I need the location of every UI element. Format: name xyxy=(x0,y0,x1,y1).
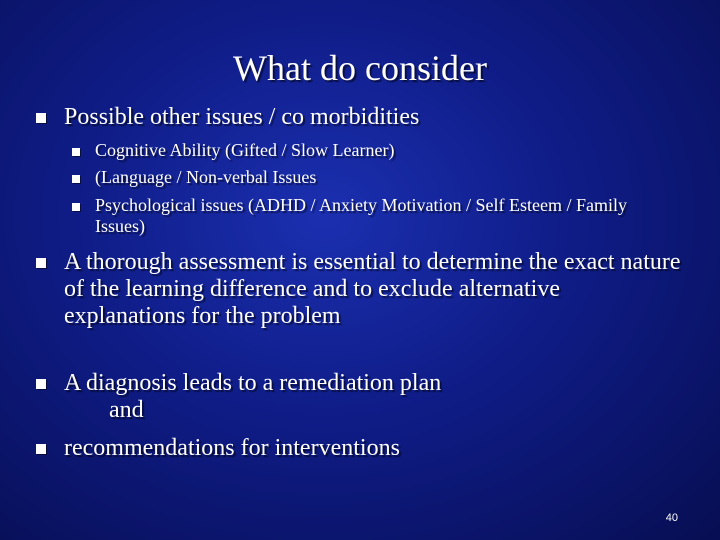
bullet-item-comorbidities: Possible other issues / co morbidities xyxy=(64,104,420,130)
bullet-item-recommendations: recommendations for interventions xyxy=(64,435,400,461)
diagnosis-line-1: A diagnosis leads to a remediation plan xyxy=(64,370,442,396)
diagnosis-line-2 xyxy=(64,397,684,424)
square-bullet-icon xyxy=(72,203,80,211)
bullet-item-diagnosis xyxy=(64,370,684,424)
bullet-item-assessment: A thorough assessment is essential to determine the exact nature of the learning difference and to exclude alternative explanations for the problem xyxy=(64,249,681,329)
sub-item-cognitive: Cognitive Ability (Gifted / Slow Learner) xyxy=(95,140,395,160)
sub-item-psychological: Psychological issues (ADHD / Anxiety Motivation / Self Esteem / Family Issues) xyxy=(95,195,627,236)
slide-title: What do consider xyxy=(233,48,487,88)
diagnosis-and-text: and xyxy=(109,397,144,423)
square-bullet-icon xyxy=(36,379,46,389)
square-bullet-icon xyxy=(72,148,80,156)
square-bullet-icon xyxy=(36,444,46,454)
square-bullet-icon xyxy=(72,175,80,183)
square-bullet-icon xyxy=(36,258,46,268)
page-number: 40 xyxy=(665,512,678,524)
sub-item-language: (Language / Non-verbal Issues xyxy=(95,167,317,187)
square-bullet-icon xyxy=(36,113,46,123)
